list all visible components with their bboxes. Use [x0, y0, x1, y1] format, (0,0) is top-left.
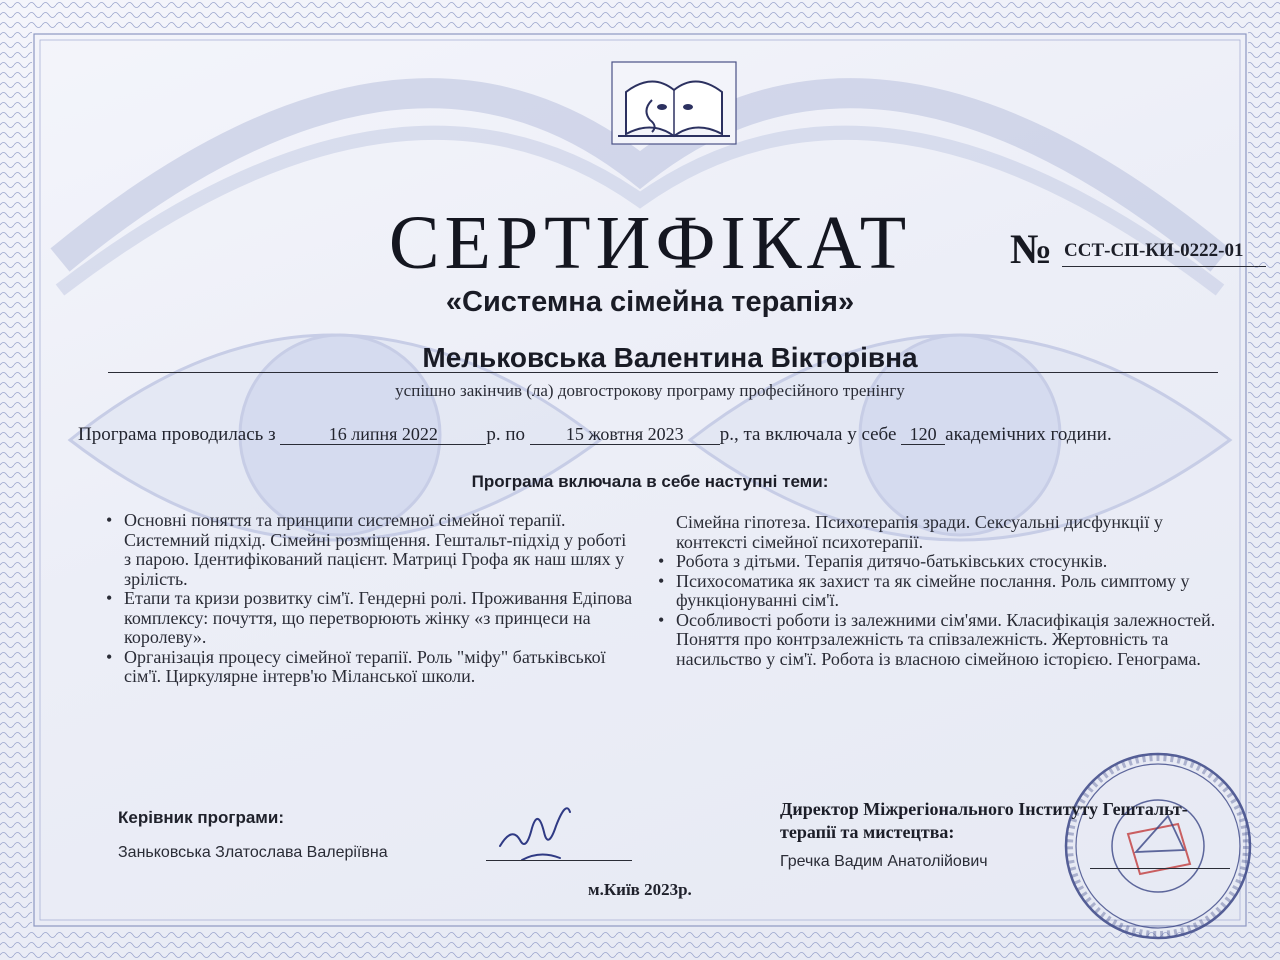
program-mid2: р., та включала у себе [719, 424, 897, 445]
round-stamp-icon [1066, 754, 1250, 938]
book-face-logo-icon [612, 62, 736, 144]
number-underline [1062, 266, 1266, 267]
academic-hours: 120 [901, 424, 945, 445]
program-mid: р. по [486, 424, 526, 445]
signature-icon [500, 808, 570, 860]
program-prefix: Програма проводилась з [78, 424, 276, 445]
course-title: «Системна сімейна терапія» [445, 286, 855, 318]
topic-continuation: Сімейна гіпотеза. Психотерапія зради. Сексуальні дисфункції у контексті сімейної психотерапії. [676, 512, 1163, 552]
topic-item: • Психосоматика як захист та як сімейне послання. Роль симптому у функціонуванні сім'ї. [656, 572, 1216, 611]
recipient-underline [108, 372, 1218, 373]
program-suffix: академічних години. [945, 424, 1112, 445]
topic-item: • Робота з дітьми. Терапія дитячо-батьківських стосунків. [656, 552, 1216, 572]
topic-item: • Етапи та кризи розвитку сім'ї. Гендерні ролі. Проживання Едіпова комплексу: почуття, що перетворюють жінку «з принцеси на королеву». [104, 589, 634, 648]
city-year: м.Київ 2023р. [588, 880, 692, 899]
completion-statement: успішно закінчив (ла) довгострокову програму професійного тренінгу [395, 381, 905, 400]
director-title: Директор Міжрегіонального Інституту Гештальт-терапії та мистецтва: [780, 799, 1188, 842]
director-signature-line [1090, 868, 1230, 869]
leader-name: Заньковська Златослава Валеріївна [118, 844, 388, 861]
topics-right-column [656, 513, 1216, 669]
recipient-name: Мельковська Валентина Вікторівна [422, 342, 918, 373]
topic-item: • Основні поняття та принципи системної сімейної терапії. Системний підхід. Сімейні розміщення. Гештальт-підхід у роботі з парою. Ідентифікований пацієнт. Матриці Грофа як наш шлях у зрілість. [104, 511, 634, 589]
topics-heading: Програма включала в себе наступні теми: [471, 472, 829, 491]
number-sign: № [1010, 227, 1053, 273]
topic-item: • Особливості роботи із залежними сім'ями. Класифікація залежностей. Поняття про контрзалежність та співзалежність. Жертовність та насильство у сім'ї. Робота із власною сімейною історією. Генограма. [656, 611, 1216, 670]
end-date: 15 жовтня 2023 [530, 424, 720, 445]
certificate-number: ССТ-СП-КИ-0222-01 [1064, 240, 1244, 261]
topics-left-column [104, 511, 634, 687]
leader-label: Керівник програми: [118, 808, 284, 827]
start-date: 16 липня 2022 [280, 424, 486, 445]
program-dates-row [78, 424, 1268, 446]
certificate-title: СЕРТИФІКАТ [388, 201, 912, 285]
director-name: Гречка Вадим Анатолійович [780, 853, 988, 870]
topic-item: • Організація процесу сімейної терапії. Роль "міфу" батьківської сім'ї. Циркулярне інтерв'ю Міланської школи. [104, 648, 634, 687]
leader-signature-line [486, 860, 632, 861]
